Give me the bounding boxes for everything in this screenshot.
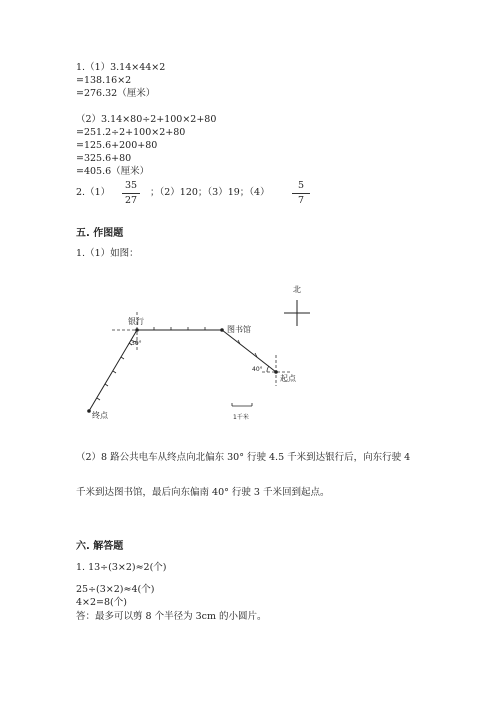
section-6-line4: 答：最多可以剪 8 个半径为 3cm 的小圆片。 (76, 611, 267, 622)
library-label: 图书馆 (227, 325, 251, 334)
answer-q1-line3: =276.32（厘米） (76, 88, 156, 99)
answer-q1-line2: =138.16×2 (76, 75, 132, 86)
section-6-heading: 六. 解答题 (76, 541, 124, 552)
answer-q2-line3: =125.6+200+80 (76, 140, 158, 151)
end-label: 终点 (92, 411, 108, 420)
section-5-intro: 1.（1）如图： (76, 248, 139, 259)
section-5-q2-line2: 千米到达图书馆，最后向东偏南 40° 行驶 3 千米回到起点。 (76, 487, 330, 498)
fraction-numerator: 5 (297, 180, 305, 191)
section-6-line1: 1. 13÷(3×2)≈2(个) (76, 562, 167, 573)
section-5-heading: 五. 作图题 (76, 228, 124, 239)
bank-point (135, 328, 139, 332)
section-6-line2: 25÷(3×2)≈4(个) (76, 584, 155, 595)
fraction-numerator: 35 (124, 180, 138, 191)
answer-q3-prefix: 2.（1） (76, 187, 111, 198)
start-point (274, 370, 278, 374)
section-6-line3: 4×2=8(个) (76, 597, 127, 608)
answer-q3-middle: ；（2）120；（3）19；（4） (150, 187, 270, 198)
answer-q1-line1: 1.（1）3.14×44×2 (76, 62, 166, 73)
answer-q2-line5: =405.6（厘米） (76, 166, 150, 177)
angle-30-label: 30° (131, 340, 142, 347)
library-point (220, 328, 224, 332)
section-5-q2-line1: （2）8 路公共电车从终点向北偏东 30° 行驶 4.5 千米到达银行后，向东行驶 4 (76, 452, 411, 463)
end-point (87, 409, 91, 413)
scale-label: 1千米 (233, 414, 249, 421)
start-label: 起点 (280, 374, 296, 383)
fraction-denominator: 27 (124, 195, 138, 206)
answer-q2-line1: （2）3.14×80÷2+100×2+80 (76, 114, 217, 125)
angle-40-label: 40° (252, 366, 263, 373)
north-label: 北 (293, 285, 301, 294)
fraction-denominator: 7 (297, 195, 305, 206)
answer-q2-line4: =325.6+80 (76, 153, 132, 164)
answer-q2-line2: =251.2÷2+100×2+80 (76, 127, 186, 138)
bank-label: 银行 (128, 317, 144, 326)
